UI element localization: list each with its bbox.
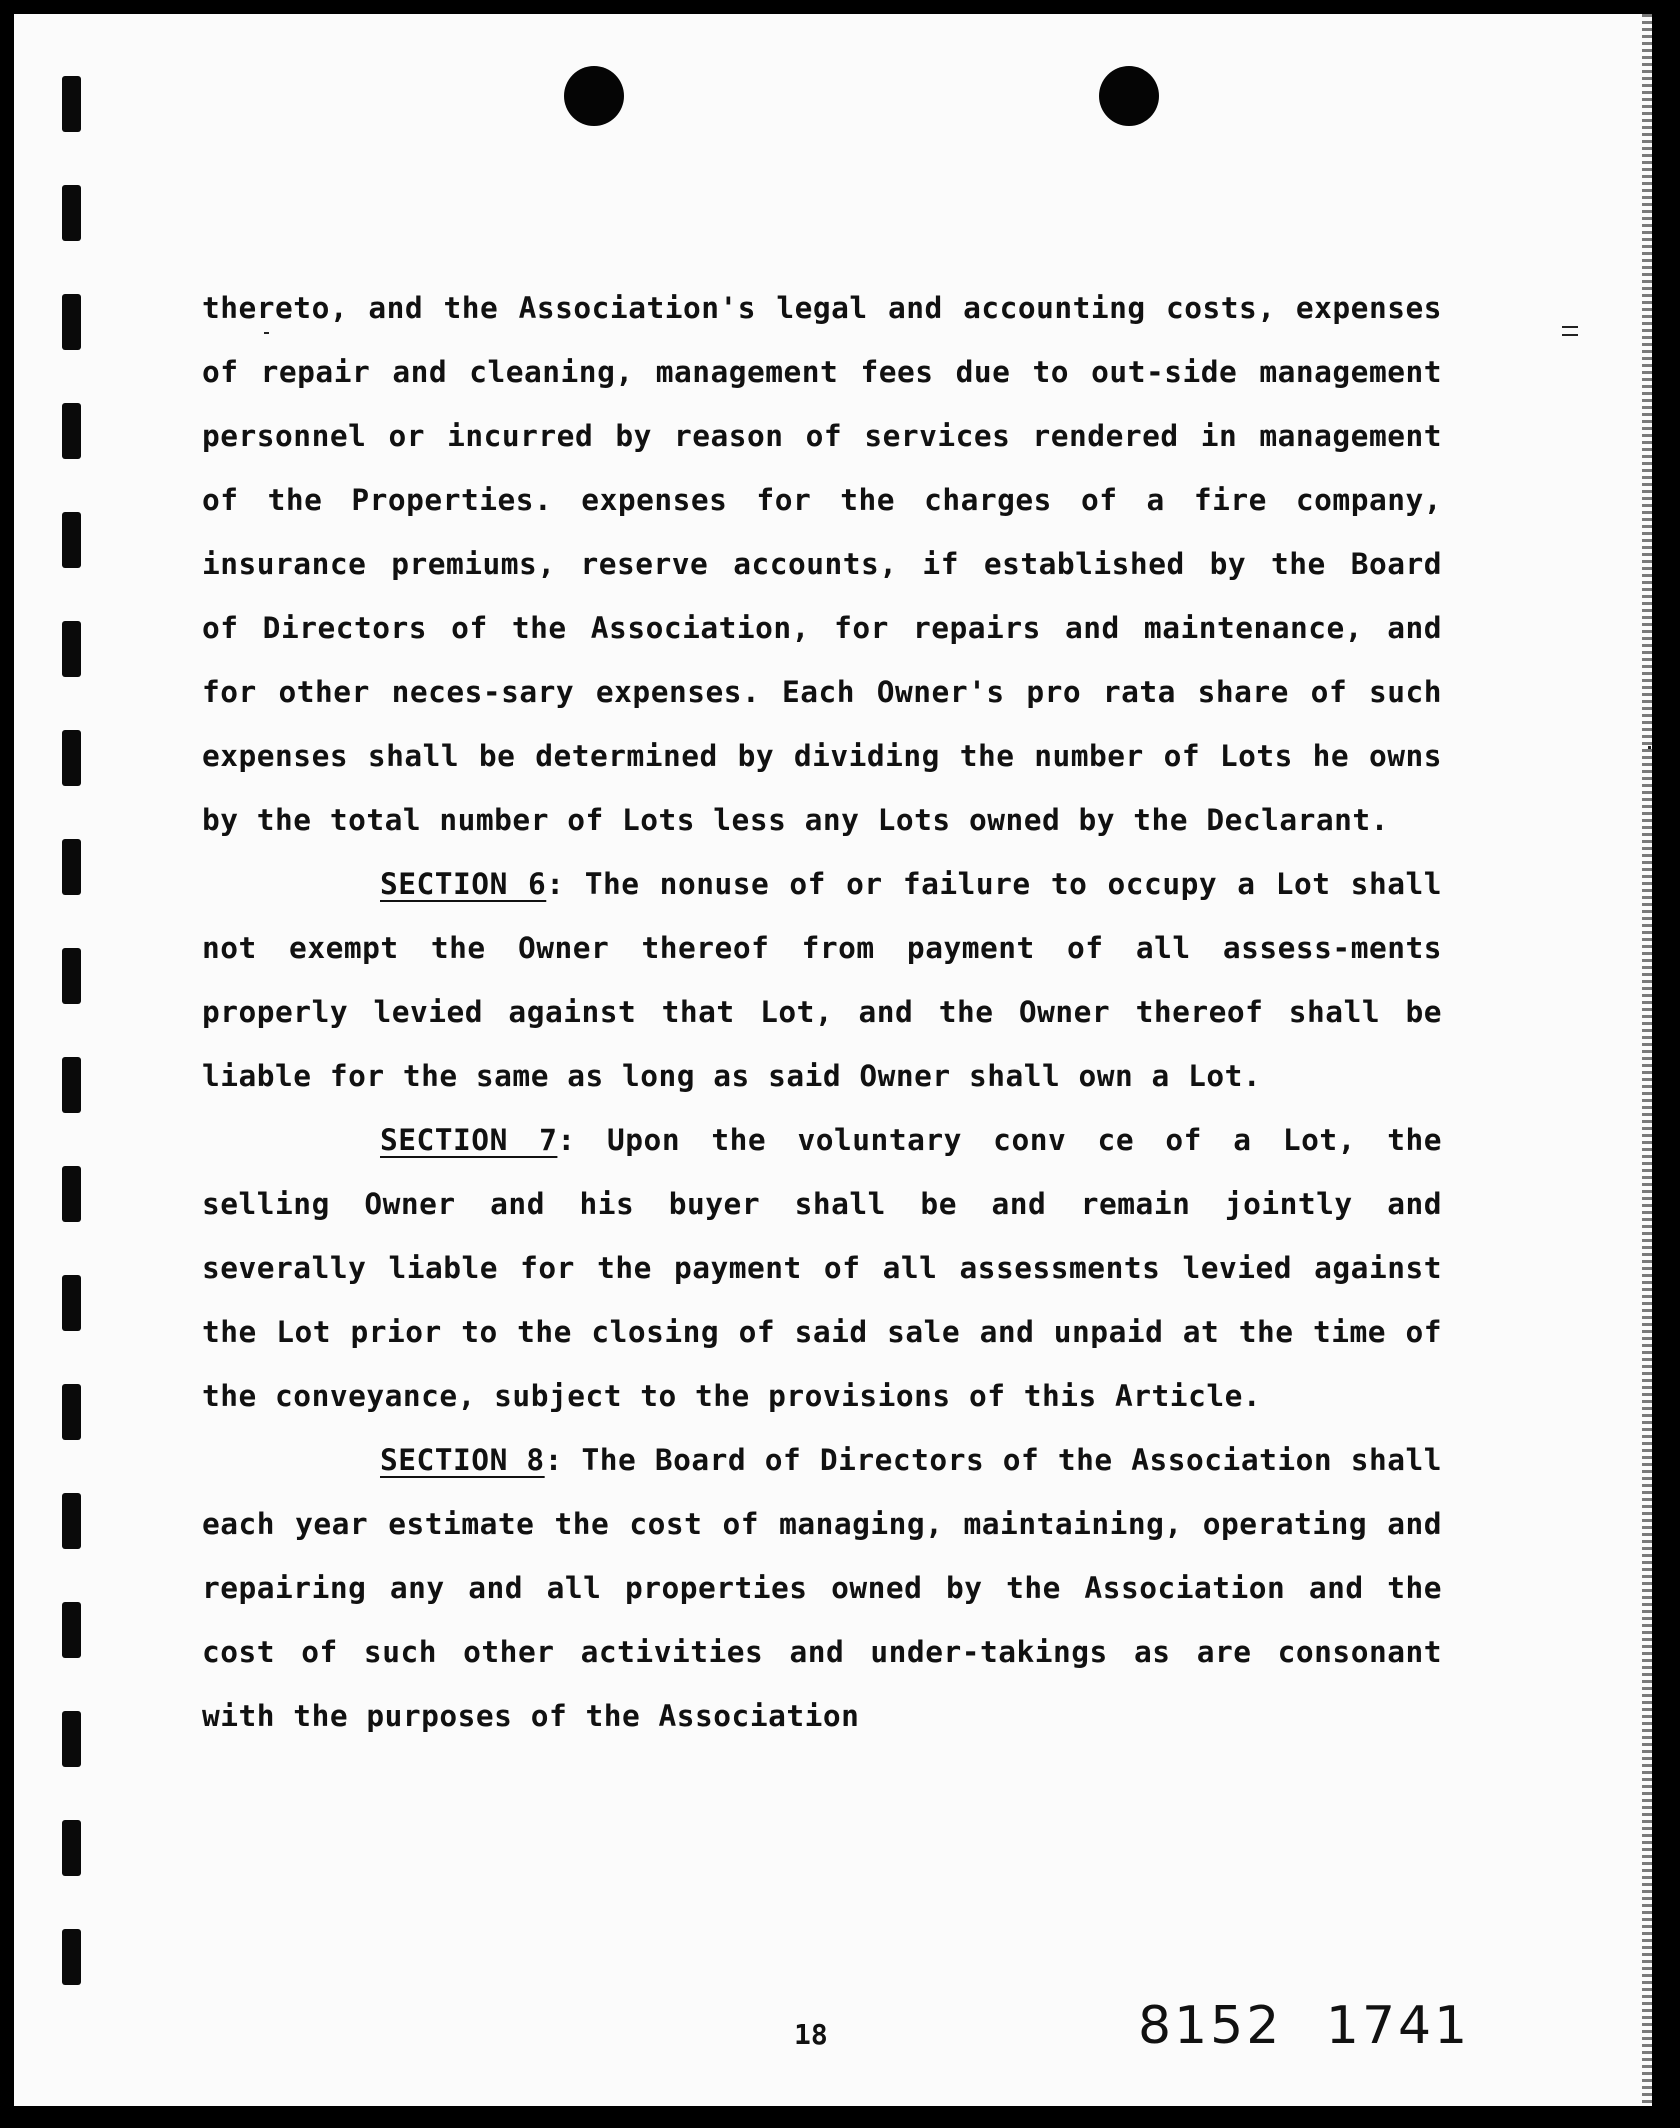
section-7-separator: : (557, 1123, 576, 1157)
section-8-heading: SECTION 8 (380, 1443, 545, 1477)
sprocket-mark (62, 403, 81, 459)
sprocket-mark (62, 948, 81, 1004)
scan-speck (1562, 334, 1578, 336)
section-6-separator: : (546, 867, 565, 901)
document-body (202, 276, 1442, 1748)
punch-hole-left (564, 66, 624, 126)
section-7-body: Upon the voluntary conv ce of a Lot, the selling Owner and his buyer shall be and remain jointly and severally liable for the payment of all assessments levied against the Lot prior to the closing of said sale and unpaid at the time of the conveyance, subject to the provisions of this Article. (202, 1123, 1443, 1413)
scan-speck (264, 332, 269, 334)
sprocket-mark (62, 730, 81, 786)
sprocket-mark (62, 1602, 81, 1658)
sprocket-mark (62, 621, 81, 677)
sprocket-mark (62, 185, 81, 241)
sprocket-mark (62, 1820, 81, 1876)
section-6-body: The nonuse of or failure to occupy a Lot shall not exempt the Owner thereof from payment of all assess-ments properly levied against that Lot, and the Owner thereof shall be liable for the same as long as said Owner shall own a Lot. (202, 867, 1442, 1093)
section-7-paragraph (202, 1108, 1442, 1428)
scan-speck (1562, 326, 1578, 328)
binding-sprocket-strip (56, 76, 96, 2096)
book-page-reference: 8152 1741 (1138, 1996, 1471, 2056)
sprocket-mark (62, 1166, 81, 1222)
sprocket-mark (62, 1275, 81, 1331)
sprocket-mark (62, 76, 81, 132)
section-8-separator: : (544, 1443, 563, 1477)
sprocket-mark (62, 512, 81, 568)
sprocket-mark (62, 1493, 81, 1549)
scan-speck (1648, 746, 1651, 749)
section-7-heading: SECTION 7 (380, 1123, 558, 1157)
section-8-paragraph (202, 1428, 1442, 1748)
sprocket-mark (62, 294, 81, 350)
punch-hole-right (1099, 66, 1159, 126)
opening-paragraph: thereto, and the Association's legal and accounting costs, expenses of repair and cleaning, management fees due to out-side management personnel or incurred by reason of services rendered in management of the Properties. expenses for the charges of a fire company, insurance premiums, reserve accounts, if established by the Board of Directors of the Association, for repairs and maintenance, and for other neces-sary expenses. Each Owner's pro rata share of such expenses shall be determined by dividing the number of Lots he owns by the total number of Lots less any Lots owned by the Declarant. (202, 291, 1442, 837)
scanned-page (14, 14, 1652, 2106)
section-8-body: The Board of Directors of the Association shall each year estimate the cost of managing, maintaining, operating and repairing any and all properties owned by the Association and the cost of such other activities and under-takings as are consonant with the purposes of the Association (202, 1443, 1442, 1733)
sprocket-mark (62, 1711, 81, 1767)
sprocket-mark (62, 1929, 81, 1985)
section-6-heading: SECTION 6 (380, 867, 547, 901)
sprocket-mark (62, 1057, 81, 1113)
sprocket-mark (62, 839, 81, 895)
section-6-paragraph (202, 852, 1442, 1108)
sprocket-mark (62, 1384, 81, 1440)
page-number: 18 (794, 2018, 828, 2051)
right-edge-artifact (1642, 14, 1652, 2106)
